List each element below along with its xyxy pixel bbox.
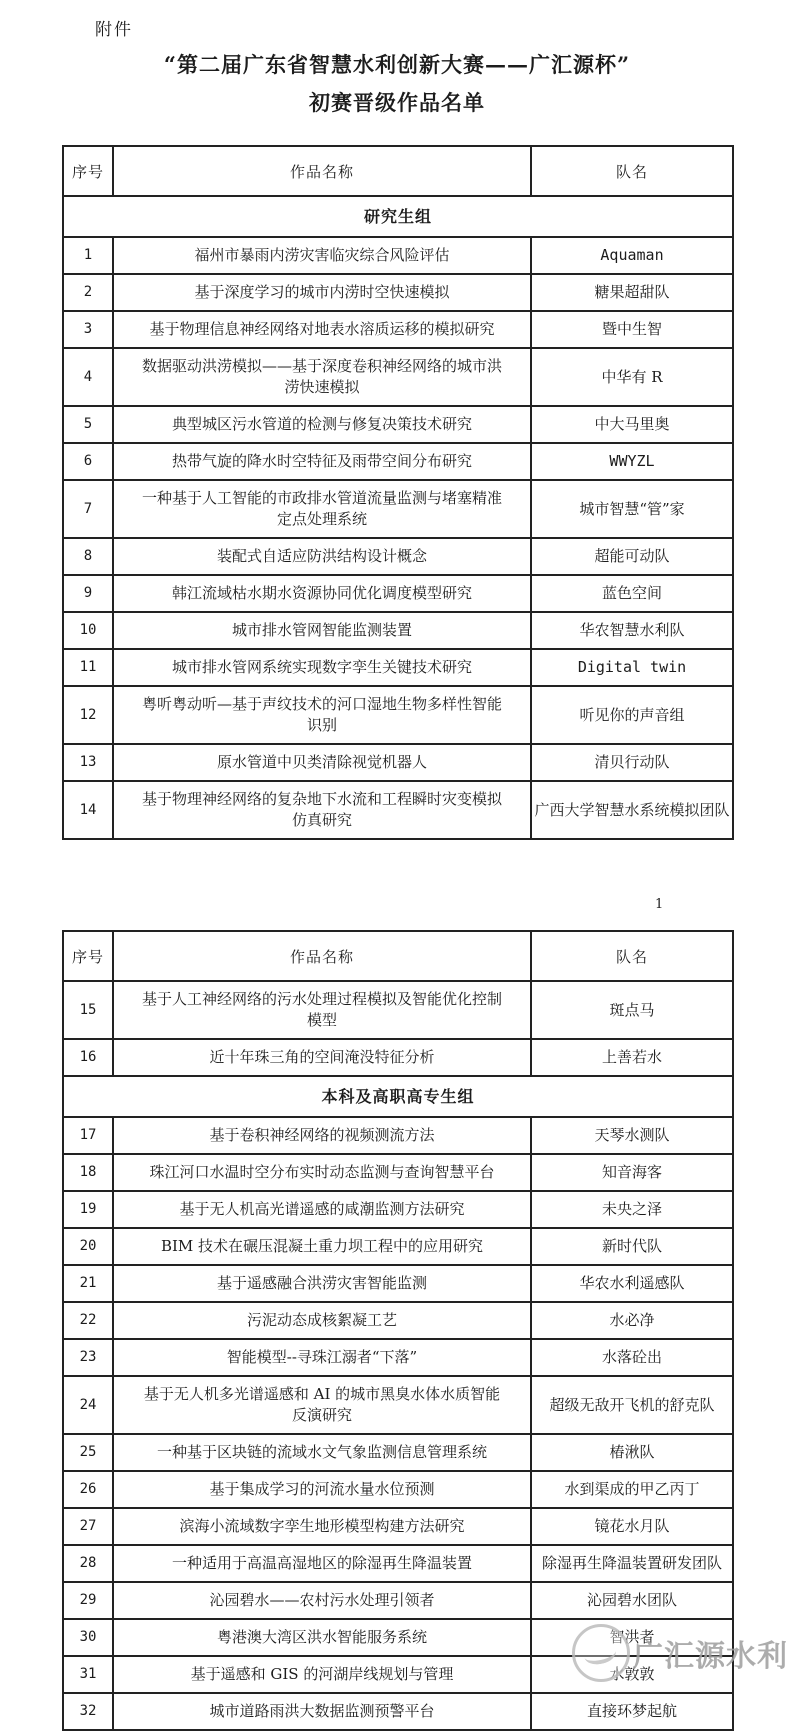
team-name: 城市智慧“管”家 — [531, 480, 733, 538]
work-title: BIM 技术在碾压混凝土重力坝工程中的应用研究 — [113, 1228, 531, 1265]
row-number: 31 — [63, 1656, 113, 1693]
team-name: Aquaman — [531, 237, 733, 274]
work-title: 智能模型--寻珠江溺者“下落” — [113, 1339, 531, 1376]
table-row — [63, 1117, 733, 1154]
table-row — [63, 1302, 733, 1339]
table-row — [63, 1154, 733, 1191]
page-number: 1 — [655, 897, 664, 912]
row-number: 8 — [63, 538, 113, 575]
team-name: Digital twin — [531, 649, 733, 686]
table-row — [63, 1434, 733, 1471]
row-number: 13 — [63, 744, 113, 781]
team-name: 智洪者 — [531, 1619, 733, 1656]
column-header-work-name: 作品名称 — [113, 146, 531, 196]
table-row — [63, 1656, 733, 1693]
table-row — [63, 1582, 733, 1619]
work-title: 珠江河口水温时空分布实时动态监测与查询智慧平台 — [113, 1154, 531, 1191]
table-row — [63, 1376, 733, 1434]
column-header-work-name: 作品名称 — [113, 931, 531, 981]
team-name: 水敦敦 — [531, 1656, 733, 1693]
row-number: 30 — [63, 1619, 113, 1656]
table-row — [63, 649, 733, 686]
work-title: 韩江流域枯水期水资源协同优化调度模型研究 — [113, 575, 531, 612]
row-number: 7 — [63, 480, 113, 538]
team-name: 知音海客 — [531, 1154, 733, 1191]
table-row — [63, 1265, 733, 1302]
row-number: 24 — [63, 1376, 113, 1434]
row-number: 25 — [63, 1434, 113, 1471]
work-title: 城市道路雨洪大数据监测预警平台 — [113, 1693, 531, 1730]
row-number: 6 — [63, 443, 113, 480]
work-title: 基于遥感融合洪涝灾害智能监测 — [113, 1265, 531, 1302]
row-number: 16 — [63, 1039, 113, 1076]
row-number: 2 — [63, 274, 113, 311]
row-number: 27 — [63, 1508, 113, 1545]
table-row — [63, 744, 733, 781]
team-name: 未央之泽 — [531, 1191, 733, 1228]
work-title: 城市排水管网系统实现数字孪生关键技术研究 — [113, 649, 531, 686]
team-name: 华农水利遥感队 — [531, 1265, 733, 1302]
table-row — [63, 1228, 733, 1265]
work-title: 滨海小流域数字孪生地形模型构建方法研究 — [113, 1508, 531, 1545]
work-title: 粤港澳大湾区洪水智能服务系统 — [113, 1619, 531, 1656]
team-name: 广西大学智慧水系统模拟团队 — [531, 781, 733, 839]
work-title: 一种基于区块链的流域水文气象监测信息管理系统 — [113, 1434, 531, 1471]
row-number: 26 — [63, 1471, 113, 1508]
row-number: 23 — [63, 1339, 113, 1376]
team-name: 天琴水测队 — [531, 1117, 733, 1154]
table-row — [63, 237, 733, 274]
row-number: 21 — [63, 1265, 113, 1302]
table-row — [63, 443, 733, 480]
row-number: 4 — [63, 348, 113, 406]
table-row — [63, 348, 733, 406]
table-row — [63, 981, 733, 1039]
row-number: 29 — [63, 1582, 113, 1619]
table-row — [63, 575, 733, 612]
work-title: 福州市暴雨内涝灾害临灾综合风险评估 — [113, 237, 531, 274]
team-name: 水必净 — [531, 1302, 733, 1339]
table-row — [63, 612, 733, 649]
row-number: 19 — [63, 1191, 113, 1228]
team-name: 蓝色空间 — [531, 575, 733, 612]
work-title: 基于卷积神经网络的视频测流方法 — [113, 1117, 531, 1154]
table-row — [63, 1693, 733, 1730]
row-number: 22 — [63, 1302, 113, 1339]
column-header-index: 序号 — [63, 931, 113, 981]
team-name: 水落砼出 — [531, 1339, 733, 1376]
work-title: 数据驱动洪涝模拟——基于深度卷积神经网络的城市洪涝快速模拟 — [113, 348, 531, 406]
row-number: 28 — [63, 1545, 113, 1582]
table-row — [63, 1508, 733, 1545]
work-title: 典型城区污水管道的检测与修复决策技术研究 — [113, 406, 531, 443]
row-number: 32 — [63, 1693, 113, 1730]
work-title: 热带气旋的降水时空特征及雨带空间分布研究 — [113, 443, 531, 480]
table-row — [63, 538, 733, 575]
table-row — [63, 311, 733, 348]
team-name: 镜花水月队 — [531, 1508, 733, 1545]
work-title: 基于无人机高光谱遥感的咸潮监测方法研究 — [113, 1191, 531, 1228]
column-header-team-name: 队名 — [531, 931, 733, 981]
row-number: 1 — [63, 237, 113, 274]
team-name: 上善若水 — [531, 1039, 733, 1076]
results-table-page2 — [62, 930, 734, 1731]
work-title: 基于遥感和 GIS 的河湖岸线规划与管理 — [113, 1656, 531, 1693]
group-section-row — [63, 1076, 733, 1117]
work-title: 一种基于人工智能的市政排水管道流量监测与堵塞精准定点处理系统 — [113, 480, 531, 538]
table-row — [63, 1619, 733, 1656]
table-row — [63, 1545, 733, 1582]
row-number: 3 — [63, 311, 113, 348]
row-number: 18 — [63, 1154, 113, 1191]
team-name: 超级无敌开飞机的舒克队 — [531, 1376, 733, 1434]
group-section-label: 研究生组 — [63, 196, 733, 237]
results-table-page1 — [62, 145, 734, 840]
table-row — [63, 781, 733, 839]
team-name: 斑点马 — [531, 981, 733, 1039]
team-name: 清贝行动队 — [531, 744, 733, 781]
team-name: 除湿再生降温装置研发团队 — [531, 1545, 733, 1582]
work-title: 基于物理神经网络的复杂地下水流和工程瞬时灾变模拟仿真研究 — [113, 781, 531, 839]
group-section-label: 本科及高职高专生组 — [63, 1076, 733, 1117]
table-row — [63, 1339, 733, 1376]
row-number: 14 — [63, 781, 113, 839]
team-name: 沁园碧水团队 — [531, 1582, 733, 1619]
watermark-text: 广汇源水利 — [633, 1639, 788, 1674]
row-number: 5 — [63, 406, 113, 443]
table-header-row — [63, 146, 733, 196]
table-header-row — [63, 931, 733, 981]
group-section-row — [63, 196, 733, 237]
work-title: 一种适用于高温高湿地区的除湿再生降温装置 — [113, 1545, 531, 1582]
team-name: 新时代队 — [531, 1228, 733, 1265]
work-title: 基于集成学习的河流水量水位预测 — [113, 1471, 531, 1508]
table-row — [63, 480, 733, 538]
work-title: 基于无人机多光谱遥感和 AI 的城市黑臭水体水质智能反演研究 — [113, 1376, 531, 1434]
team-name: 超能可动队 — [531, 538, 733, 575]
table-row — [63, 1039, 733, 1076]
team-name: 中华有 R — [531, 348, 733, 406]
work-title: 近十年珠三角的空间淹没特征分析 — [113, 1039, 531, 1076]
row-number: 10 — [63, 612, 113, 649]
document-title-line2: 初赛晋级作品名单 — [309, 90, 485, 115]
row-number: 15 — [63, 981, 113, 1039]
team-name: 水到渠成的甲乙丙丁 — [531, 1471, 733, 1508]
team-name: 中大马里奥 — [531, 406, 733, 443]
team-name: WWYZL — [531, 443, 733, 480]
work-title: 粤听粤动听—基于声纹技术的河口湿地生物多样性智能识别 — [113, 686, 531, 744]
work-title: 基于人工神经网络的污水处理过程模拟及智能优化控制模型 — [113, 981, 531, 1039]
row-number: 11 — [63, 649, 113, 686]
row-number: 9 — [63, 575, 113, 612]
row-number: 17 — [63, 1117, 113, 1154]
table-row — [63, 406, 733, 443]
table-row — [63, 686, 733, 744]
team-name: 暨中生智 — [531, 311, 733, 348]
table-row — [63, 1191, 733, 1228]
work-title: 城市排水管网智能监测装置 — [113, 612, 531, 649]
row-number: 20 — [63, 1228, 113, 1265]
column-header-index: 序号 — [63, 146, 113, 196]
document-title-line1: “第二届广东省智慧水利创新大赛——广汇源杯” — [163, 52, 631, 77]
table-row — [63, 1471, 733, 1508]
team-name: 听见你的声音组 — [531, 686, 733, 744]
work-title: 装配式自适应防洪结构设计概念 — [113, 538, 531, 575]
column-header-team-name: 队名 — [531, 146, 733, 196]
work-title: 沁园碧水——农村污水处理引领者 — [113, 1582, 531, 1619]
team-name: 糖果超甜队 — [531, 274, 733, 311]
attachment-label: 附件 — [95, 20, 133, 40]
work-title: 基于物理信息神经网络对地表水溶质运移的模拟研究 — [113, 311, 531, 348]
work-title: 污泥动态成核絮凝工艺 — [113, 1302, 531, 1339]
table-row — [63, 274, 733, 311]
team-name: 华农智慧水利队 — [531, 612, 733, 649]
team-name: 直接环梦起航 — [531, 1693, 733, 1730]
work-title: 基于深度学习的城市内涝时空快速模拟 — [113, 274, 531, 311]
document-title — [62, 46, 732, 122]
row-number: 12 — [63, 686, 113, 744]
work-title: 原水管道中贝类清除视觉机器人 — [113, 744, 531, 781]
team-name: 椿湫队 — [531, 1434, 733, 1471]
